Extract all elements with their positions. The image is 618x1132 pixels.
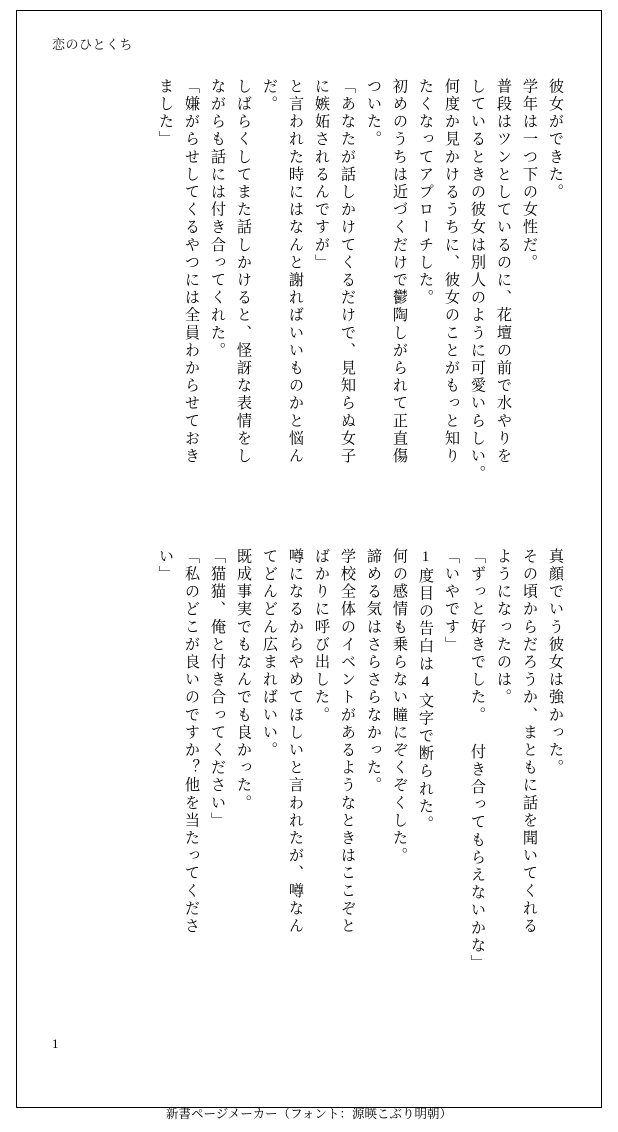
text-column: 普段はツンとしているのに、花壇の前で水やりを <box>495 78 512 466</box>
text-column: たくなってアプローチした。 <box>417 78 434 307</box>
text-column: 学年は一つ下の女性だ。 <box>521 78 538 272</box>
text-block-lower <box>43 548 563 1008</box>
text-column: ました」 <box>157 78 174 149</box>
text-column: 「私のどこが良いのですか？他を当たってくださ <box>183 548 200 936</box>
text-column: ついた。 <box>365 78 382 149</box>
text-column: 何の感情も乗らない瞳にぞくぞくした。 <box>391 548 408 865</box>
page-number: 1 <box>52 1036 59 1051</box>
text-column: 学校全体のイベントがあるようなときはここぞと <box>339 548 356 936</box>
text-column: 諦める気はさらさらなかった。 <box>365 548 382 795</box>
text-column: しばらくしてまた話しかけると、怪訝な表情をし <box>235 78 252 466</box>
text-column: と言われた時にはなんと謝ればいいものかと悩ん <box>287 78 304 466</box>
text-column: 1度目の告白は4文字で断られた。 <box>417 548 434 834</box>
text-column: ようになったのは。 <box>495 548 512 707</box>
text-column: 「あなたが話しかけてくるだけで、見知らぬ女子 <box>339 78 356 466</box>
text-column: ながらも話には付き合ってくれた。 <box>209 78 226 360</box>
text-column: 初めのうちは近づくだけで鬱陶しがられて正直傷 <box>391 78 408 466</box>
text-column: だ。 <box>261 78 278 114</box>
text-block-upper <box>43 78 563 538</box>
text-column: 「ずっと好きでした。 付き合ってもらえないかな」 <box>469 548 486 973</box>
text-column: その頃からだろうか、まともに話を聞いてくれる <box>521 548 538 936</box>
text-column: しているときの彼女は別人のように可愛いらしい。 <box>469 78 486 483</box>
text-column: 噂になるからやめてほしいと言われたが、噂なん <box>287 548 304 936</box>
text-column: 「猫猫、俺と付き合ってください」 <box>209 548 226 830</box>
text-column: 既成事実でもなんでも良かった。 <box>235 548 252 812</box>
text-column: ばかりに呼び出した。 <box>313 548 330 724</box>
page-title: 恋のひとくち <box>52 37 134 52</box>
footer-credit: 新書ページメーカー（フォント：源暎こぶり明朝） <box>165 1107 452 1121</box>
text-column: 何度か見かけるうちに、彼女のことがもっと知り <box>443 78 460 466</box>
text-column: てどんどん広まればいい。 <box>261 548 278 760</box>
text-column: 「嫌がらせしてくるやつには全員わからせておき <box>183 78 200 466</box>
text-column: い」 <box>157 548 174 584</box>
text-column: 「いやです」 <box>443 548 460 654</box>
text-column: に嫉妬されるんですが」 <box>313 78 330 272</box>
text-column: 彼女ができた。 <box>547 78 564 202</box>
text-column: 真顔でいう彼女は強かった。 <box>547 548 564 777</box>
